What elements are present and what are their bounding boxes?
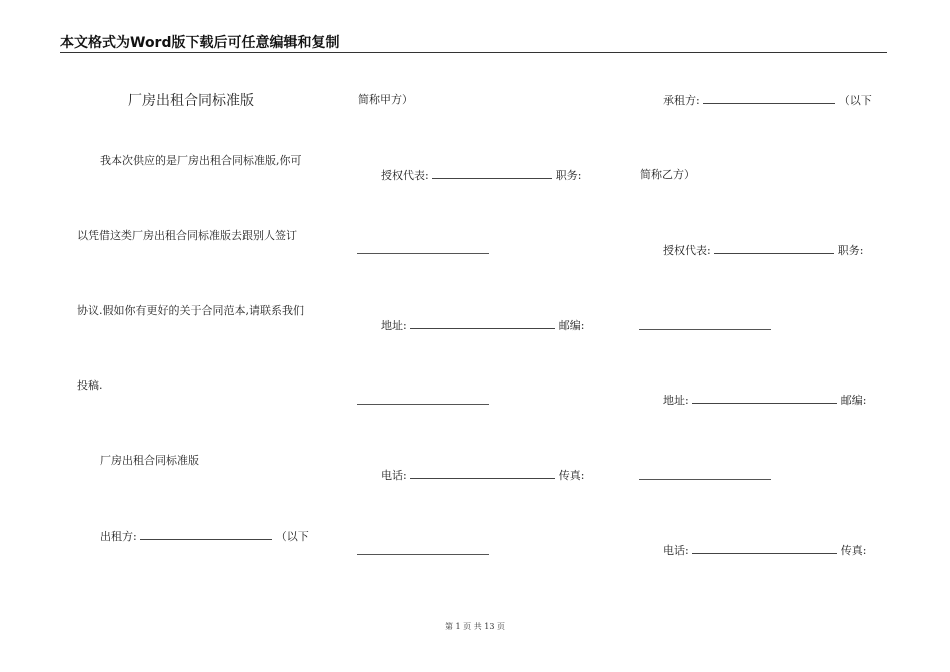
contract-title: 厂房出租合同标准版: [128, 93, 254, 109]
lessee-rep-row: [663, 243, 863, 258]
lessee-phone-label: 电话:: [663, 544, 689, 557]
lessee-label: 承租方:: [663, 94, 700, 107]
document-header: 本文格式为Word版下载后可任意编辑和复制: [60, 34, 887, 53]
lessor-address-blank: [410, 318, 555, 329]
lessor-rep-row: [381, 168, 581, 183]
lessor-blank: [140, 529, 272, 540]
lessor-position-blank: [357, 253, 489, 254]
lessor-postcode-label: 邮编:: [558, 319, 585, 332]
lessee-address-blank: [692, 393, 837, 404]
lessee-phone-row: [663, 543, 866, 558]
lessor-postcode-blank: [357, 404, 489, 405]
lessee-position-blank: [639, 329, 771, 330]
lessee-suffix: （以下: [838, 94, 872, 107]
lessor-alias: 简称甲方）: [358, 93, 413, 106]
lessor-phone-blank: [410, 468, 555, 479]
lessor-address-label: 地址:: [381, 319, 407, 332]
intro-line-2: 以凭借这类厂房出租合同标准版去跟别人签订: [77, 229, 297, 242]
contract-subtitle: 厂房出租合同标准版: [100, 454, 199, 467]
intro-line-4: 投稿.: [77, 379, 103, 392]
lessor-fax-blank: [357, 554, 489, 555]
lessee-address-row: [663, 393, 866, 408]
lessor-suffix: （以下: [275, 530, 309, 543]
lessor-label: 出租方:: [100, 530, 137, 543]
lessee-address-label: 地址:: [663, 394, 689, 407]
intro-line-1: 我本次供应的是厂房出租合同标准版,你可: [100, 154, 302, 167]
lessee-fax-label: 传真:: [840, 544, 867, 557]
lessor-rep-blank: [432, 168, 552, 179]
lessor-row: [100, 529, 309, 544]
lessee-rep-blank: [714, 243, 834, 254]
lessor-fax-label: 传真:: [558, 469, 585, 482]
lessee-rep-label: 授权代表:: [663, 244, 711, 257]
lessee-postcode-label: 邮编:: [840, 394, 867, 407]
lessee-row: [663, 93, 872, 108]
lessee-blank: [703, 93, 835, 104]
lessee-phone-blank: [692, 543, 837, 554]
lessee-postcode-blank: [639, 479, 771, 480]
lessee-position-label: 职务:: [837, 244, 864, 257]
intro-line-3: 协议.假如你有更好的关于合同范本,请联系我们: [77, 304, 304, 317]
lessor-address-row: [381, 318, 584, 333]
page-number: 第 1 页 共 13 页: [445, 622, 505, 631]
lessee-alias: 简称乙方）: [640, 168, 695, 181]
lessor-phone-label: 电话:: [381, 469, 407, 482]
lessor-rep-label: 授权代表:: [381, 169, 429, 182]
lessor-position-label: 职务:: [555, 169, 582, 182]
lessor-phone-row: [381, 468, 584, 483]
